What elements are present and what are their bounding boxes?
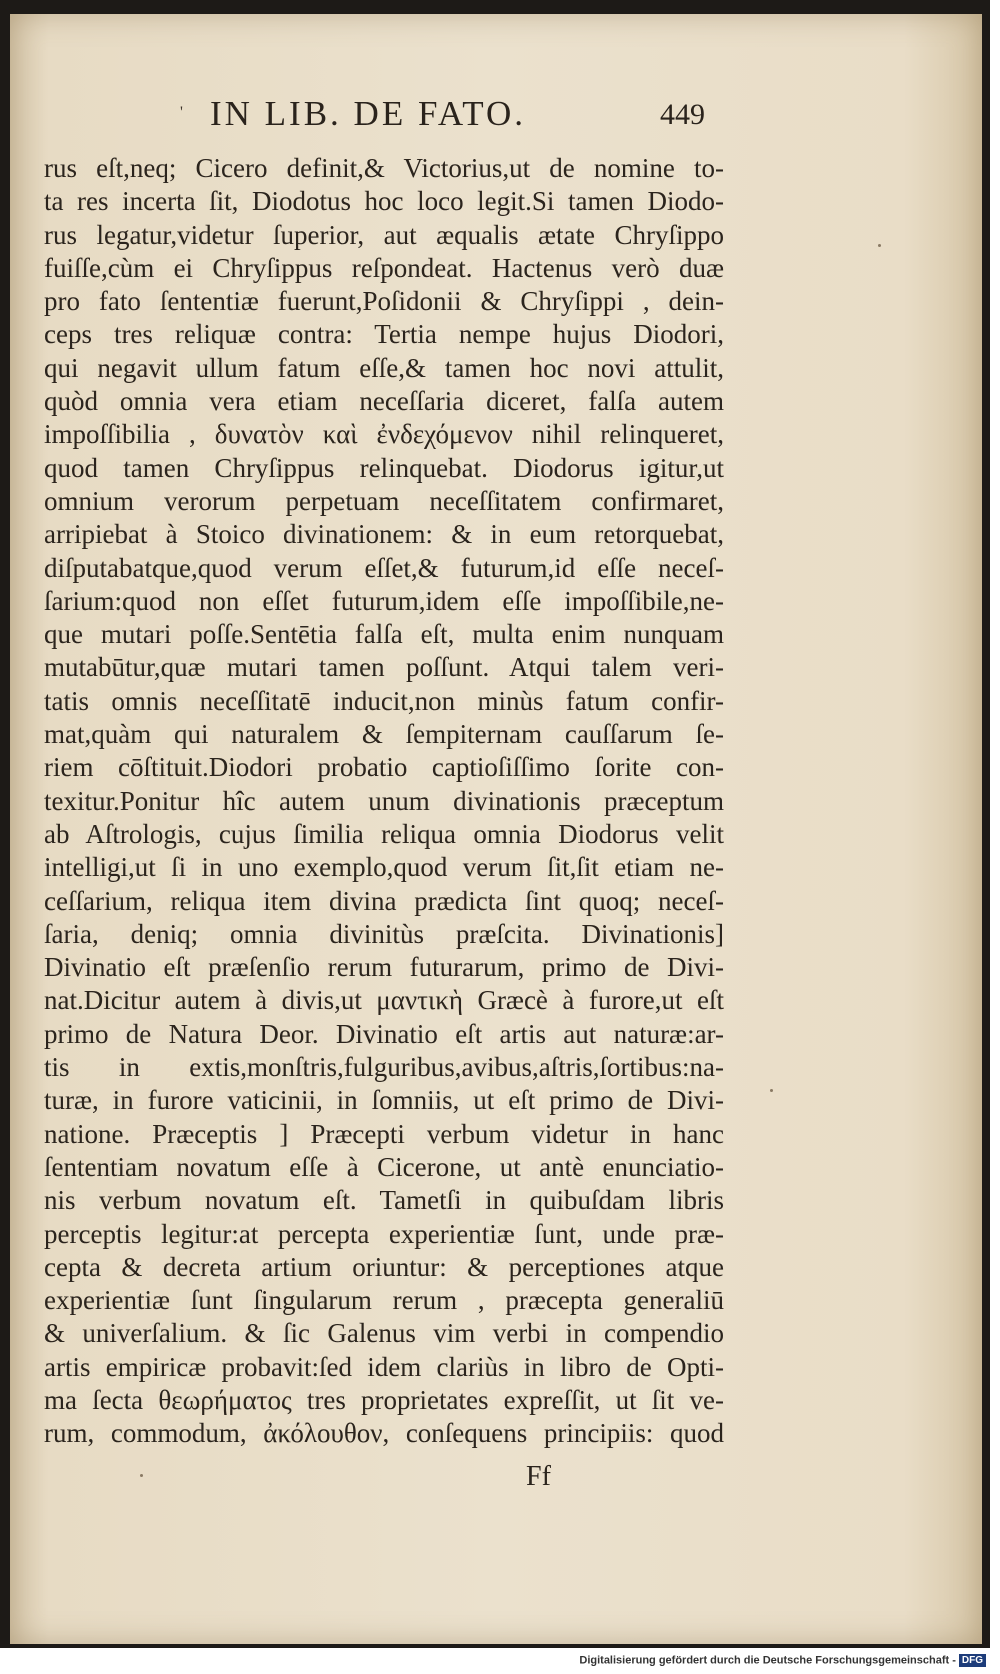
- text-line: mutabūtur,quæ mutari tamen poſſunt. Atqui talem veri-: [44, 652, 724, 683]
- text-line: fuiſſe,cùm ei Chryſippus reſpondeat. Hactenus verò duæ: [44, 252, 724, 283]
- text-line: omnium verorum perpetuam neceſſitatem confirmaret,: [44, 485, 724, 516]
- running-head: IN LIB. DE FATO.: [210, 94, 527, 133]
- text-line: artis empiricæ probavit:ſed idem clariùs in libro de Opti-: [44, 1351, 724, 1382]
- text-line: ab Aſtrologis, cujus ſimilia reliqua omnia Diodorus velit: [44, 818, 724, 849]
- text-line: ceſſarium, reliqua item divina prædicta ſint quoq; neceſ-: [44, 885, 724, 916]
- text-line: quod tamen Chryſippus relinquebat. Diodorus igitur,ut: [44, 452, 724, 483]
- text-line: ſententiam novatum eſſe à Cicerone, ut antè enunciatio-: [44, 1151, 724, 1182]
- header-mark: ': [180, 104, 183, 121]
- text-line: que mutari poſſe.Sentētia falſa eſt, multa enim nunquam: [44, 619, 724, 650]
- text-line: qui negavit ullum fatum eſſe,& tamen hoc novi attulit,: [44, 352, 724, 383]
- text-line: primo de Natura Deor. Divinatio eſt artis aut naturæ:ar-: [44, 1018, 724, 1049]
- text-line: tatis omnis neceſſitatē inducit,non minùs fatum confir-: [44, 685, 724, 716]
- text-line: ſarium:quod non eſſet futurum,idem eſſe impoſſibile,ne-: [44, 585, 724, 616]
- text-line: ceps tres reliquæ contra: Tertia nempe hujus Diodori,: [44, 319, 724, 350]
- text-line: nis verbum novatum eſt. Tametſi in quibuſdam libris: [44, 1185, 724, 1216]
- text-line: ta res incerta ſit, Diodotus hoc loco legit.Si tamen Diodo-: [44, 186, 724, 217]
- text-line: mat,quàm qui naturalem & ſempiternam cauſſarum ſe-: [44, 719, 724, 750]
- text-line: texitur.Ponitur hîc autem unum divinationis præceptum: [44, 785, 724, 816]
- text-line: nat.Dicitur autem à divis,ut μαντικὴ Græcè à furore,ut eſt: [44, 985, 724, 1016]
- text-line: arripiebat à Stoico divinationem: & in eum retorquebat,: [44, 519, 724, 550]
- text-line: rus eſt,neq; Cicero definit,& Victorius,ut de nomine to-: [44, 153, 724, 183]
- text-line: & univerſalium. & ſic Galenus vim verbi in compendio: [44, 1318, 724, 1349]
- text-line: rum, commodum, ἀκόλουθον, conſequens principiis: quod: [44, 1418, 724, 1449]
- text-line: intelligi,ut ſi in uno exemplo,quod verum ſit,ſit etiam ne-: [44, 852, 724, 883]
- text-line: impoſſibilia , δυνατὸν καὶ ἐνδεχόμενον nihil relinqueret,: [44, 419, 724, 450]
- text-line: quòd omnia vera etiam neceſſaria diceret, falſa autem: [44, 386, 724, 417]
- text-line: rus legatur,videtur ſuperior, aut æqualis ætate Chryſippo: [44, 219, 724, 250]
- text-line: pro fato ſententiæ fuerunt,Poſidonii & Chryſippi , dein-: [44, 286, 724, 317]
- text-line: natione. Præceptis ] Præcepti verbum videtur in hanc: [44, 1118, 724, 1149]
- text-line: ſaria, deniq; omnia divinitùs præſcita. Divinationis]: [44, 918, 724, 949]
- text-line: diſputabatque,quod verum eſſet,& futurum,id eſſe neceſ-: [44, 552, 724, 583]
- dfg-logo: DFG: [959, 1654, 986, 1667]
- text-line: riem cōſtituit.Diodori probatio captioſiſſimo ſorite con-: [44, 752, 724, 783]
- digitization-credit: [579, 1654, 986, 1667]
- signature-mark: Ff: [526, 1461, 551, 1492]
- text-line: ma ſecta θεωρήματος tres proprietates expreſſit, ut ſit ve-: [44, 1384, 724, 1415]
- text-line: perceptis legitur:at percepta experientiæ ſunt, unde præ-: [44, 1218, 724, 1249]
- text-line: experientiæ ſunt ſingularum rerum , præcepta generaliū: [44, 1285, 724, 1316]
- text-line: cepta & decreta artium oriuntur: & perceptiones atque: [44, 1251, 724, 1282]
- paper-fleck: [140, 1474, 143, 1477]
- paper-fleck: [878, 244, 881, 247]
- paper-fleck: [770, 1089, 773, 1092]
- body-text: [44, 152, 724, 1451]
- text-line: turæ, in furore vaticinii, in ſomniis, ut eſt primo de Divi-: [44, 1085, 724, 1116]
- page-header: [10, 94, 982, 144]
- text-line: Divinatio eſt præſenſio rerum futurarum, primo de Divi-: [44, 952, 724, 983]
- text-line: tis in extis,monſtris,fulguribus,avibus,aſtris,ſortibus:na-: [44, 1052, 724, 1083]
- credit-text: Digitalisierung gefördert durch die Deutsche Forschungsgemeinschaft -: [579, 1654, 956, 1667]
- book-page: [10, 14, 982, 1644]
- page-number: 449: [660, 98, 705, 131]
